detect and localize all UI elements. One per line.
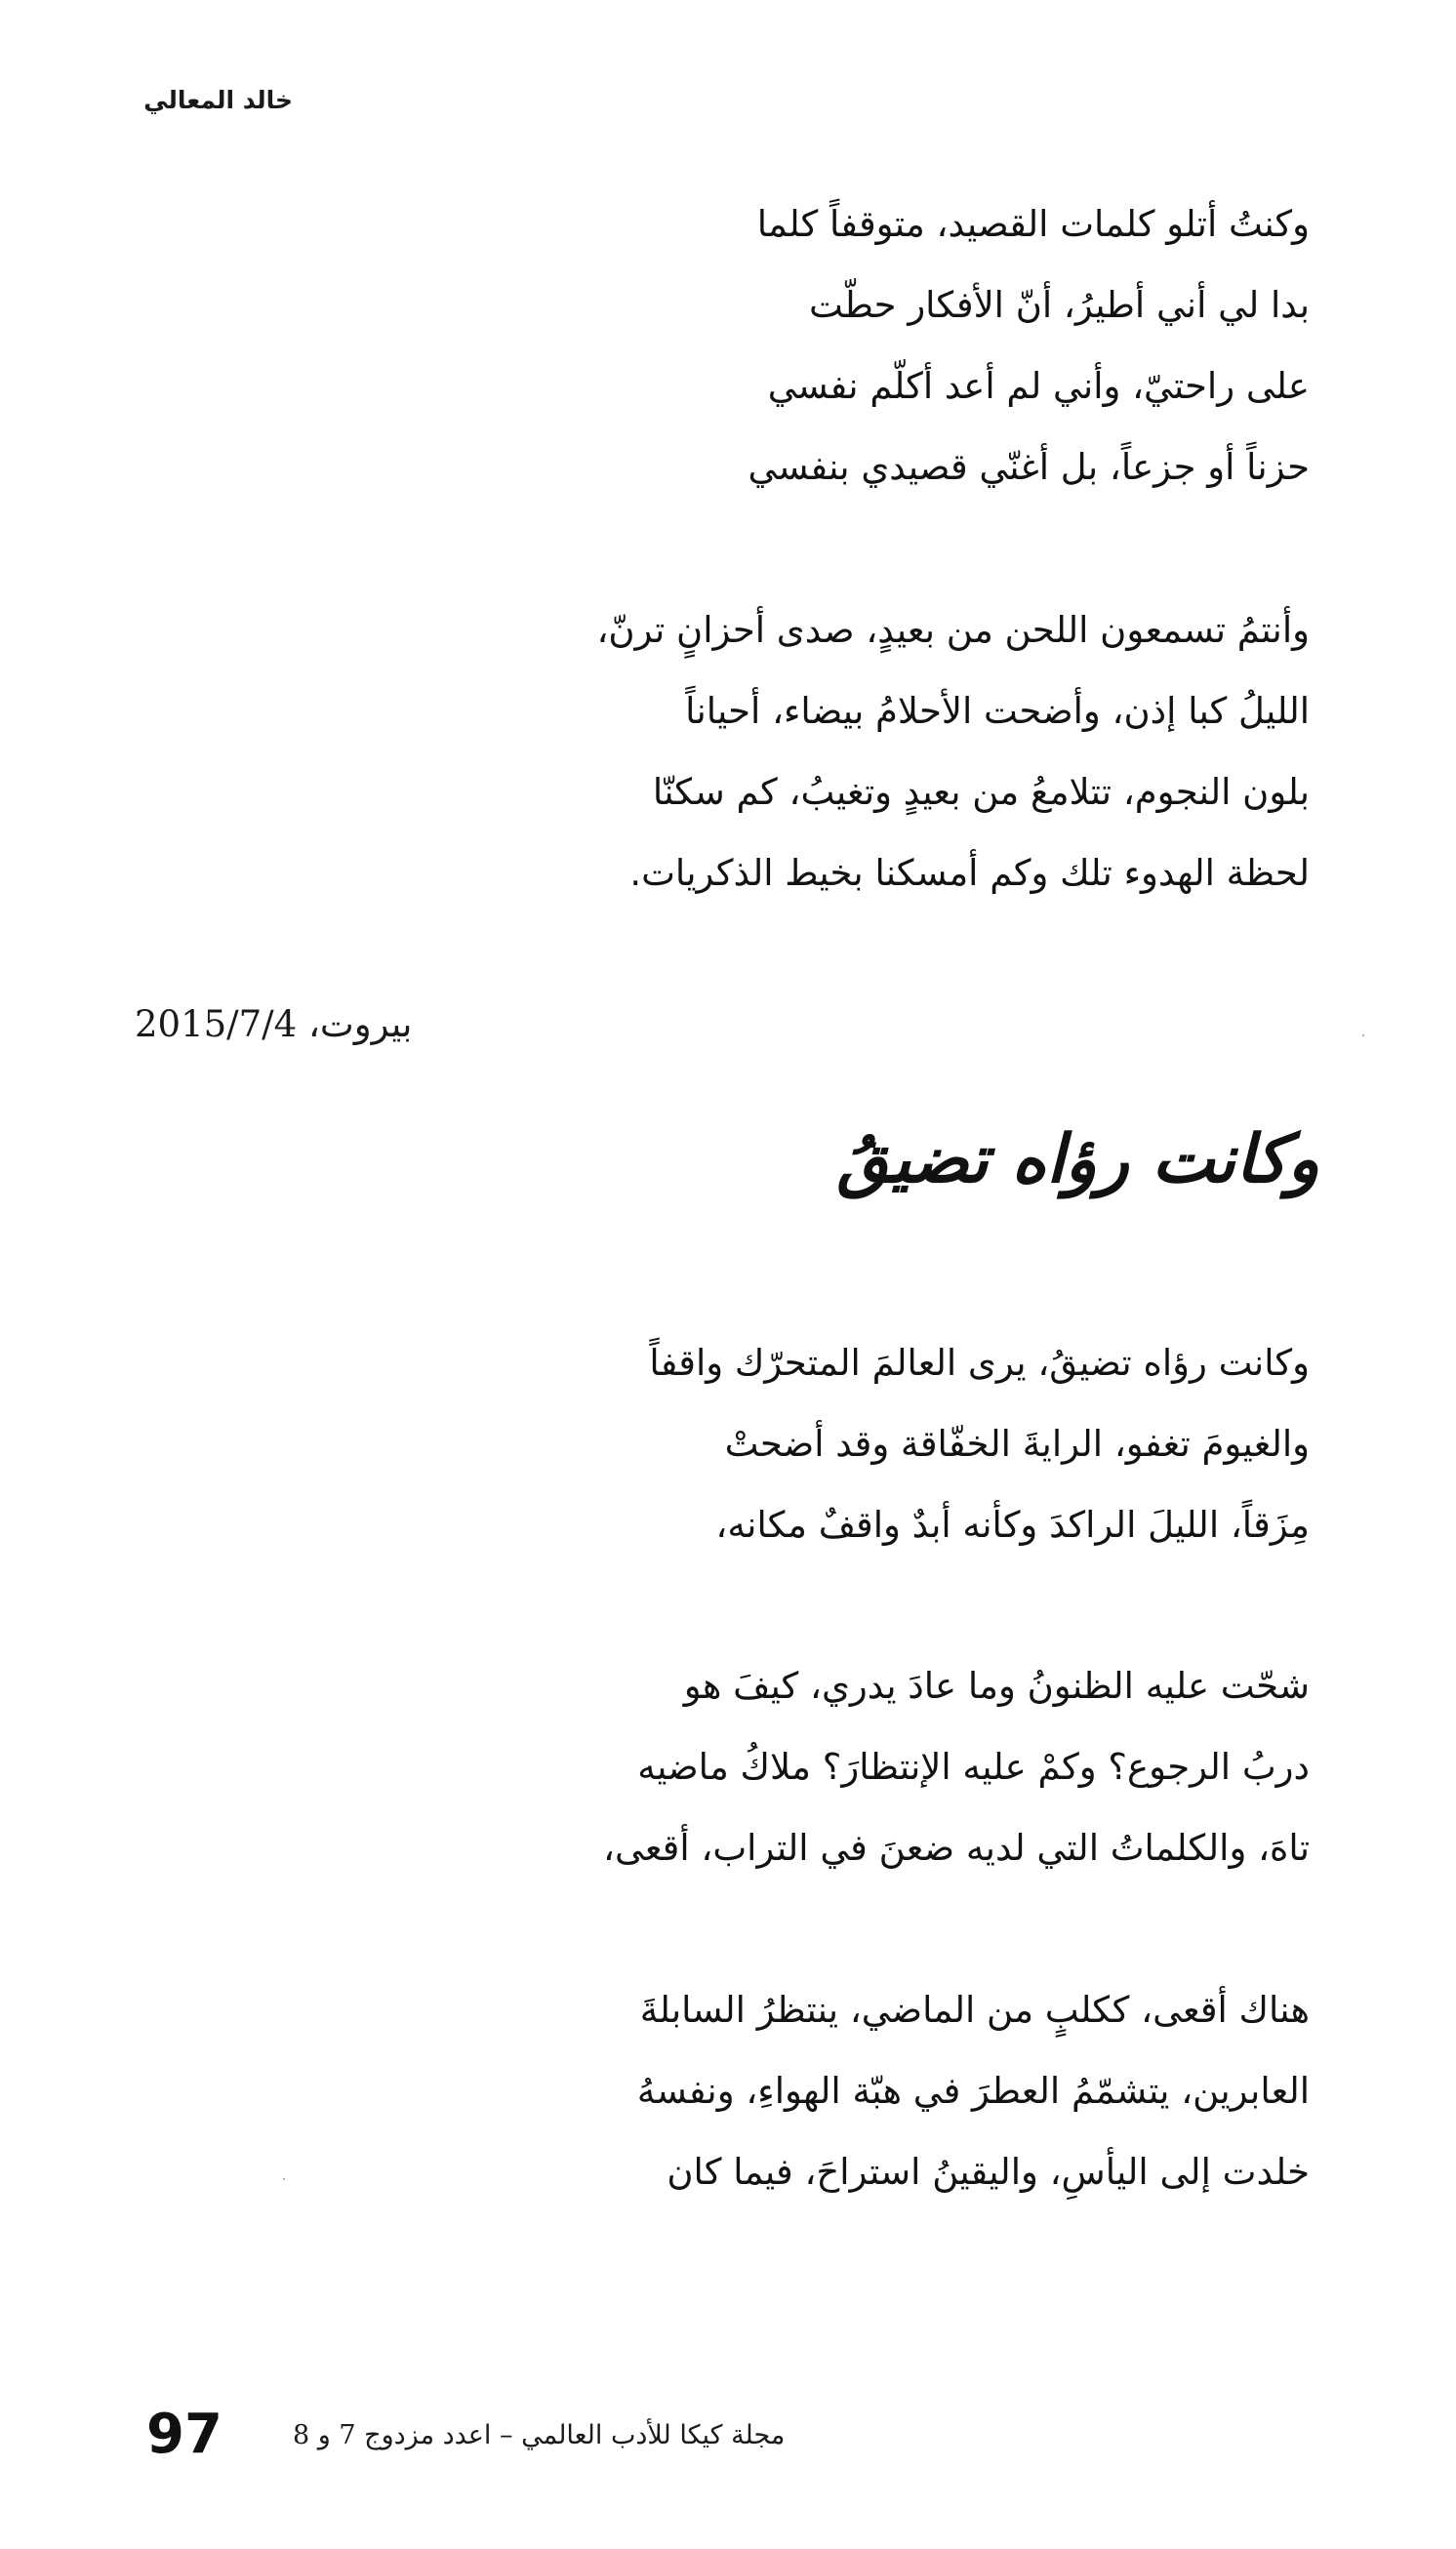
poem-line: مِزَقاً، الليلَ الراكدَ وكأنه أبدٌ واقفٌ مكانه، (715, 1504, 1310, 1546)
poem-line: دربُ الرجوع؟ وكمْ عليه الإنتظارَ؟ ملاكُ ماضيه (637, 1746, 1310, 1788)
author-name: خالد المعالي (143, 86, 293, 114)
poem-line: والغيومَ تغفو، الرايةَ الخفّاقة وقد أضحتْ (724, 1423, 1310, 1465)
poem1-stanza-1 (236, 183, 1310, 507)
poem-line: على راحتيّ، وأني لم أعد أكلّم نفسي (767, 365, 1310, 407)
poem1-stanza-2 (236, 589, 1310, 913)
poem-line: لحظة الهدوء تلك وكم أمسكنا بخيط الذكريات. (629, 852, 1310, 894)
journal-footer: مجلة كيكا للأدب العالمي – اعدد مزدوج 7 و 8 (293, 2420, 786, 2450)
poem-line: تاهَ، والكلماتُ التي لديه ضعنَ في التراب، أقعى، (603, 1827, 1310, 1869)
poem2-stanza-3 (236, 1969, 1310, 2212)
poem-line: شحّت عليه الظنونُ وما عادَ يدري، كيفَ هو (683, 1665, 1310, 1707)
poem-line: بلون النجوم، تتلامعُ من بعيدٍ وتغيبُ، كم سكنّا (652, 771, 1310, 813)
poem-line: وكنتُ أتلو كلمات القصيد، متوقفاً كلما (756, 203, 1310, 245)
poem2-stanza-2 (236, 1645, 1310, 1888)
poem-line: الليلُ كبا إذن، وأضحت الأحلامُ بيضاء، أحياناً (685, 690, 1310, 732)
poem-title: وكانت رؤاه تضيقُ (836, 1120, 1319, 1198)
poem-dateline: بيروت، 2015/7/4 (135, 1003, 413, 1045)
poem-line: خلدت إلى اليأسِ، واليقينُ استراحَ، فيما كان (667, 2151, 1310, 2193)
scan-speck (283, 2178, 285, 2180)
poem-line: العابرين، يتشمّمُ العطرَ في هبّة الهواءِ، ونفسهُ (636, 2070, 1310, 2112)
poem-line: هناك أقعى، ككلبٍ من الماضي، ينتظرُ السابلةَ (639, 1989, 1310, 2031)
poem-line: وكانت رؤاه تضيقُ، يرى العالمَ المتحرّك واقفاً (649, 1342, 1310, 1384)
poem-line: حزناً أو جزعاً، بل أغنّي قصيدي بنفسي (748, 446, 1310, 488)
poem2-stanza-1 (236, 1322, 1310, 1565)
page-number: 97 (146, 2403, 222, 2466)
poem-line: وأنتمُ تسمعون اللحن من بعيدٍ، صدى أحزانٍ ترنّ، (596, 609, 1310, 651)
poem-line: بدا لي أني أطيرُ، أنّ الأفكار حطّت (809, 284, 1310, 326)
scan-speck (1362, 1034, 1364, 1036)
